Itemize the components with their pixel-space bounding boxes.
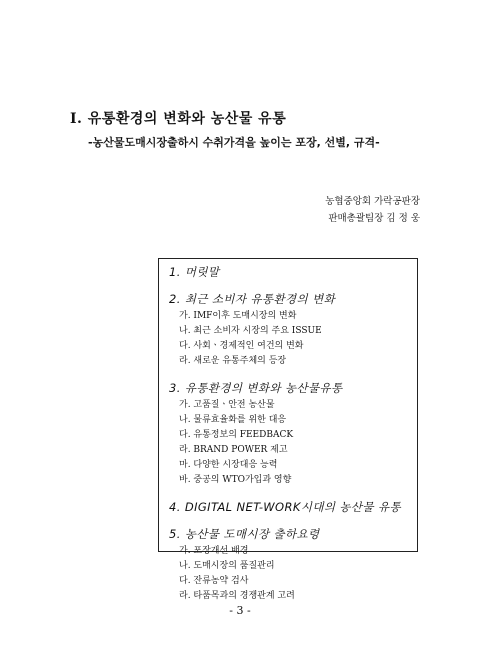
- toc-item: 가. 고품질ㆍ안전 농산물: [179, 400, 275, 410]
- table-of-contents: [158, 258, 418, 601]
- toc-item-list: [169, 398, 409, 488]
- toc-item: 다. 사회ㆍ경제적인 여건의 변화: [179, 341, 304, 351]
- author-block: [325, 193, 420, 227]
- toc-section-title: 5. 농산물 도매시장 출하요령: [169, 527, 320, 541]
- toc-item: 마. 다양한 시장대응 능력: [179, 460, 278, 470]
- toc-section-title: 2. 최근 소비자 유통환경의 변화: [169, 292, 336, 306]
- toc-section-title: 1. 머릿말: [169, 265, 220, 279]
- toc-item: 나. 최근 소비자 시장의 주요 ISSUE: [179, 326, 322, 336]
- page-number: - 3 -: [229, 604, 251, 617]
- toc-section-title: 3. 유통환경의 변화와 농산물유통: [169, 381, 343, 395]
- toc-item: 라. BRAND POWER 제고: [179, 445, 288, 455]
- toc-item-list: [169, 309, 409, 369]
- toc-item: 나. 물류효율화를 위한 대응: [179, 415, 287, 425]
- toc-item-list: [169, 544, 409, 604]
- author-affiliation: 농협중앙회 가락공판장: [325, 196, 420, 207]
- document-title: Ⅰ. 유통환경의 변화와 농산물 유통: [70, 111, 287, 127]
- toc-section: [169, 291, 409, 369]
- toc-item: 다. 잔류농약 검사: [179, 576, 249, 586]
- toc-item: 라. 타품목과의 경쟁관계 고려: [179, 591, 295, 601]
- toc-item: 나. 도매시장의 품질관리: [179, 561, 275, 571]
- toc-section-title: 4. DIGITAL NET-WORK시대의 농산물 유통: [169, 500, 402, 514]
- toc-item: 다. 유통정보의 FEEDBACK: [179, 430, 294, 440]
- toc-section: [169, 264, 409, 280]
- author-name: 판매총괄팀장 김 정 웅: [328, 213, 420, 224]
- toc-section: [169, 526, 409, 604]
- toc-item: 가. IMF이후 도매시장의 변화: [179, 311, 297, 321]
- toc-item: 가. 포장개선 배경: [179, 546, 249, 556]
- toc-item: 바. 중공의 WTO가입과 영향: [179, 475, 292, 485]
- toc-item: 라. 새로운 유통주체의 등장: [179, 356, 287, 366]
- toc-section: [169, 499, 409, 515]
- toc-section: [169, 380, 409, 488]
- document-subtitle: -농산물도매시장출하시 수취가격을 높이는 포장, 선별, 규격-: [88, 136, 380, 149]
